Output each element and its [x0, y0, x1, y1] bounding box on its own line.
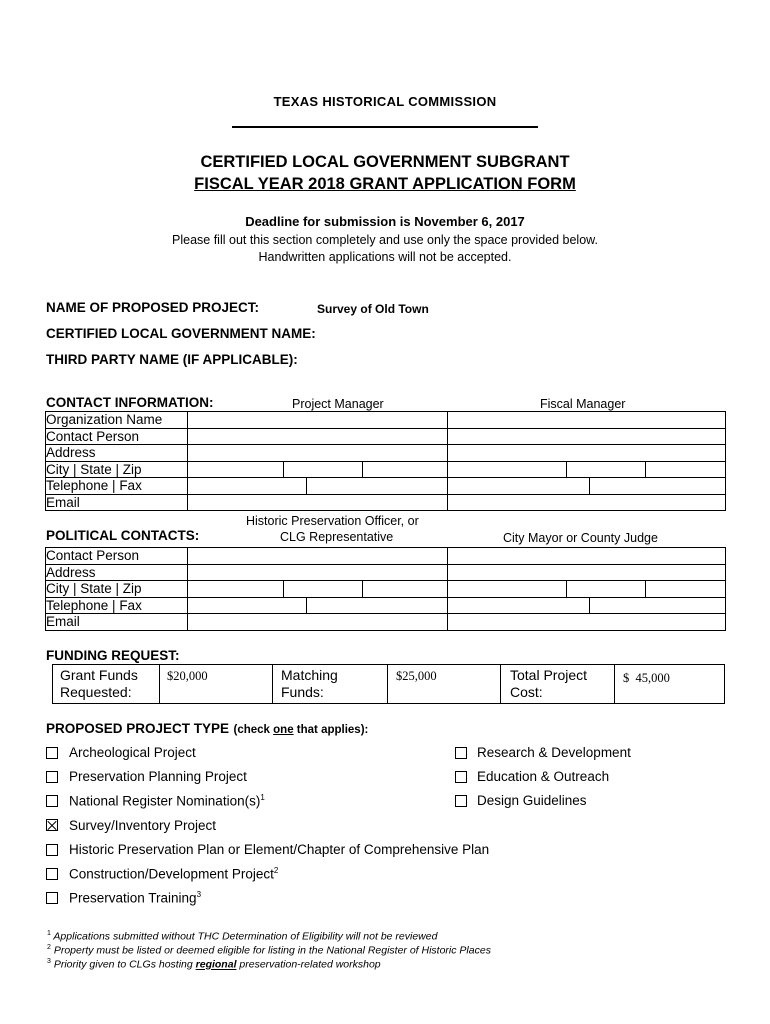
contact-table — [45, 411, 726, 511]
matching-funds-label-cell: Matching Funds: — [272, 664, 388, 704]
funding-heading: FUNDING REQUEST: — [46, 648, 180, 663]
footnote-1: $^1$ Applications submitted without THC Determination of Eligibility will not be reviewed — [47, 930, 438, 943]
political-col-mayor: City Mayor or County Judge — [503, 531, 658, 545]
footnote-3: $^3$ Priority given to CLGs hosting regional preservation-related workshop — [47, 958, 381, 971]
instructions-line2: Handwritten applications will not be accepted. — [258, 250, 512, 264]
deadline: Deadline for submission is November 6, 2017 — [245, 214, 525, 229]
option-construction-development: Construction/Development Project$^2$ — [69, 866, 279, 882]
project-name-value[interactable]: Survey of Old Town — [317, 302, 429, 316]
checkbox-national-register[interactable] — [46, 795, 58, 807]
option-survey-inventory: Survey/Inventory Project — [69, 818, 217, 833]
political-row-person: Contact Person — [46, 548, 140, 563]
contact-row-email: Email — [46, 494, 80, 510]
contact-col-fiscal-manager: Fiscal Manager — [540, 397, 626, 411]
checkbox-archeological[interactable] — [46, 747, 58, 759]
form-title-line1: CERTIFIED LOCAL GOVERNMENT SUBGRANT — [200, 153, 570, 171]
header-rule — [232, 126, 538, 128]
option-design-guidelines: Design Guidelines — [477, 793, 587, 808]
checkbox-preservation-planning[interactable] — [46, 771, 58, 783]
political-col-hpo-line2: CLG Representative — [280, 530, 394, 544]
political-col-hpo-line1: Historic Preservation Officer, or — [246, 514, 419, 528]
contact-row-person: Contact Person — [46, 428, 140, 444]
project-type-heading: PROPOSED PROJECT TYPE (check one that applies): — [46, 721, 369, 736]
total-cost-value[interactable]: $ 45,000 — [614, 664, 725, 704]
political-heading: POLITICAL CONTACTS: — [46, 528, 200, 543]
third-party-label: THIRD PARTY NAME (IF APPLICABLE): — [46, 352, 298, 367]
contact-row-address: Address — [46, 445, 96, 460]
project-name-label: NAME OF PROPOSED PROJECT: — [46, 300, 260, 315]
option-preservation-planning: Preservation Planning Project — [69, 769, 247, 784]
option-national-register: National Register $Nomination(s)^1$ — [69, 793, 265, 809]
option-archeological: Archeological Project — [69, 745, 196, 760]
contact-heading: CONTACT INFORMATION: — [46, 395, 214, 410]
political-row-telephone: Telephone | Fax — [46, 597, 142, 613]
clg-name-label: CERTIFIED LOCAL GOVERNMENT NAME: — [46, 326, 316, 341]
grant-funds-label-cell: Grant Funds Requested: — [52, 664, 160, 704]
contact-row-telephone: Telephone | Fax — [46, 478, 142, 493]
contact-row-organization: Organization Name — [46, 412, 163, 427]
checkbox-preservation-training[interactable] — [46, 892, 58, 904]
option-preservation-training: Preservation Training$^3$ — [69, 890, 202, 906]
checkbox-research-development[interactable] — [455, 747, 467, 759]
checkbox-design-guidelines[interactable] — [455, 795, 467, 807]
checkbox-survey-inventory[interactable] — [46, 819, 58, 831]
contact-row-city: City | State | Zip — [46, 461, 142, 477]
checkbox-historic-preservation-plan[interactable] — [46, 844, 58, 856]
form-title-line2: FISCAL YEAR 2018 GRANT APPLICATION FORM — [194, 175, 576, 193]
agency-name: TEXAS HISTORICAL COMMISSION — [273, 94, 497, 109]
matching-funds-value[interactable]: $25,000 — [387, 664, 501, 704]
checkbox-education-outreach[interactable] — [455, 771, 467, 783]
political-table — [45, 547, 726, 631]
political-row-email: Email — [46, 614, 80, 629]
political-row-address: Address — [46, 564, 96, 580]
option-education-outreach: Education & Outreach — [477, 769, 610, 784]
instructions-line1: Please fill out this section completely and use only the space provided below. — [172, 233, 598, 247]
checkbox-construction-development[interactable] — [46, 868, 58, 880]
option-research-development: Research & Development — [477, 745, 631, 760]
political-row-city: City | State | Zip — [46, 581, 142, 596]
contact-col-project-manager: Project Manager — [292, 397, 384, 411]
option-historic-preservation-plan: Historic Preservation Plan or Element/Chapter of Comprehensive Plan — [69, 842, 490, 857]
footnote-2: $^2$ Property must be listed or deemed eligible for listing in the National Register of Historic Places — [47, 944, 491, 957]
grant-funds-value[interactable]: $20,000 — [159, 664, 273, 704]
total-cost-label-cell: Total Project Cost: — [500, 664, 615, 704]
